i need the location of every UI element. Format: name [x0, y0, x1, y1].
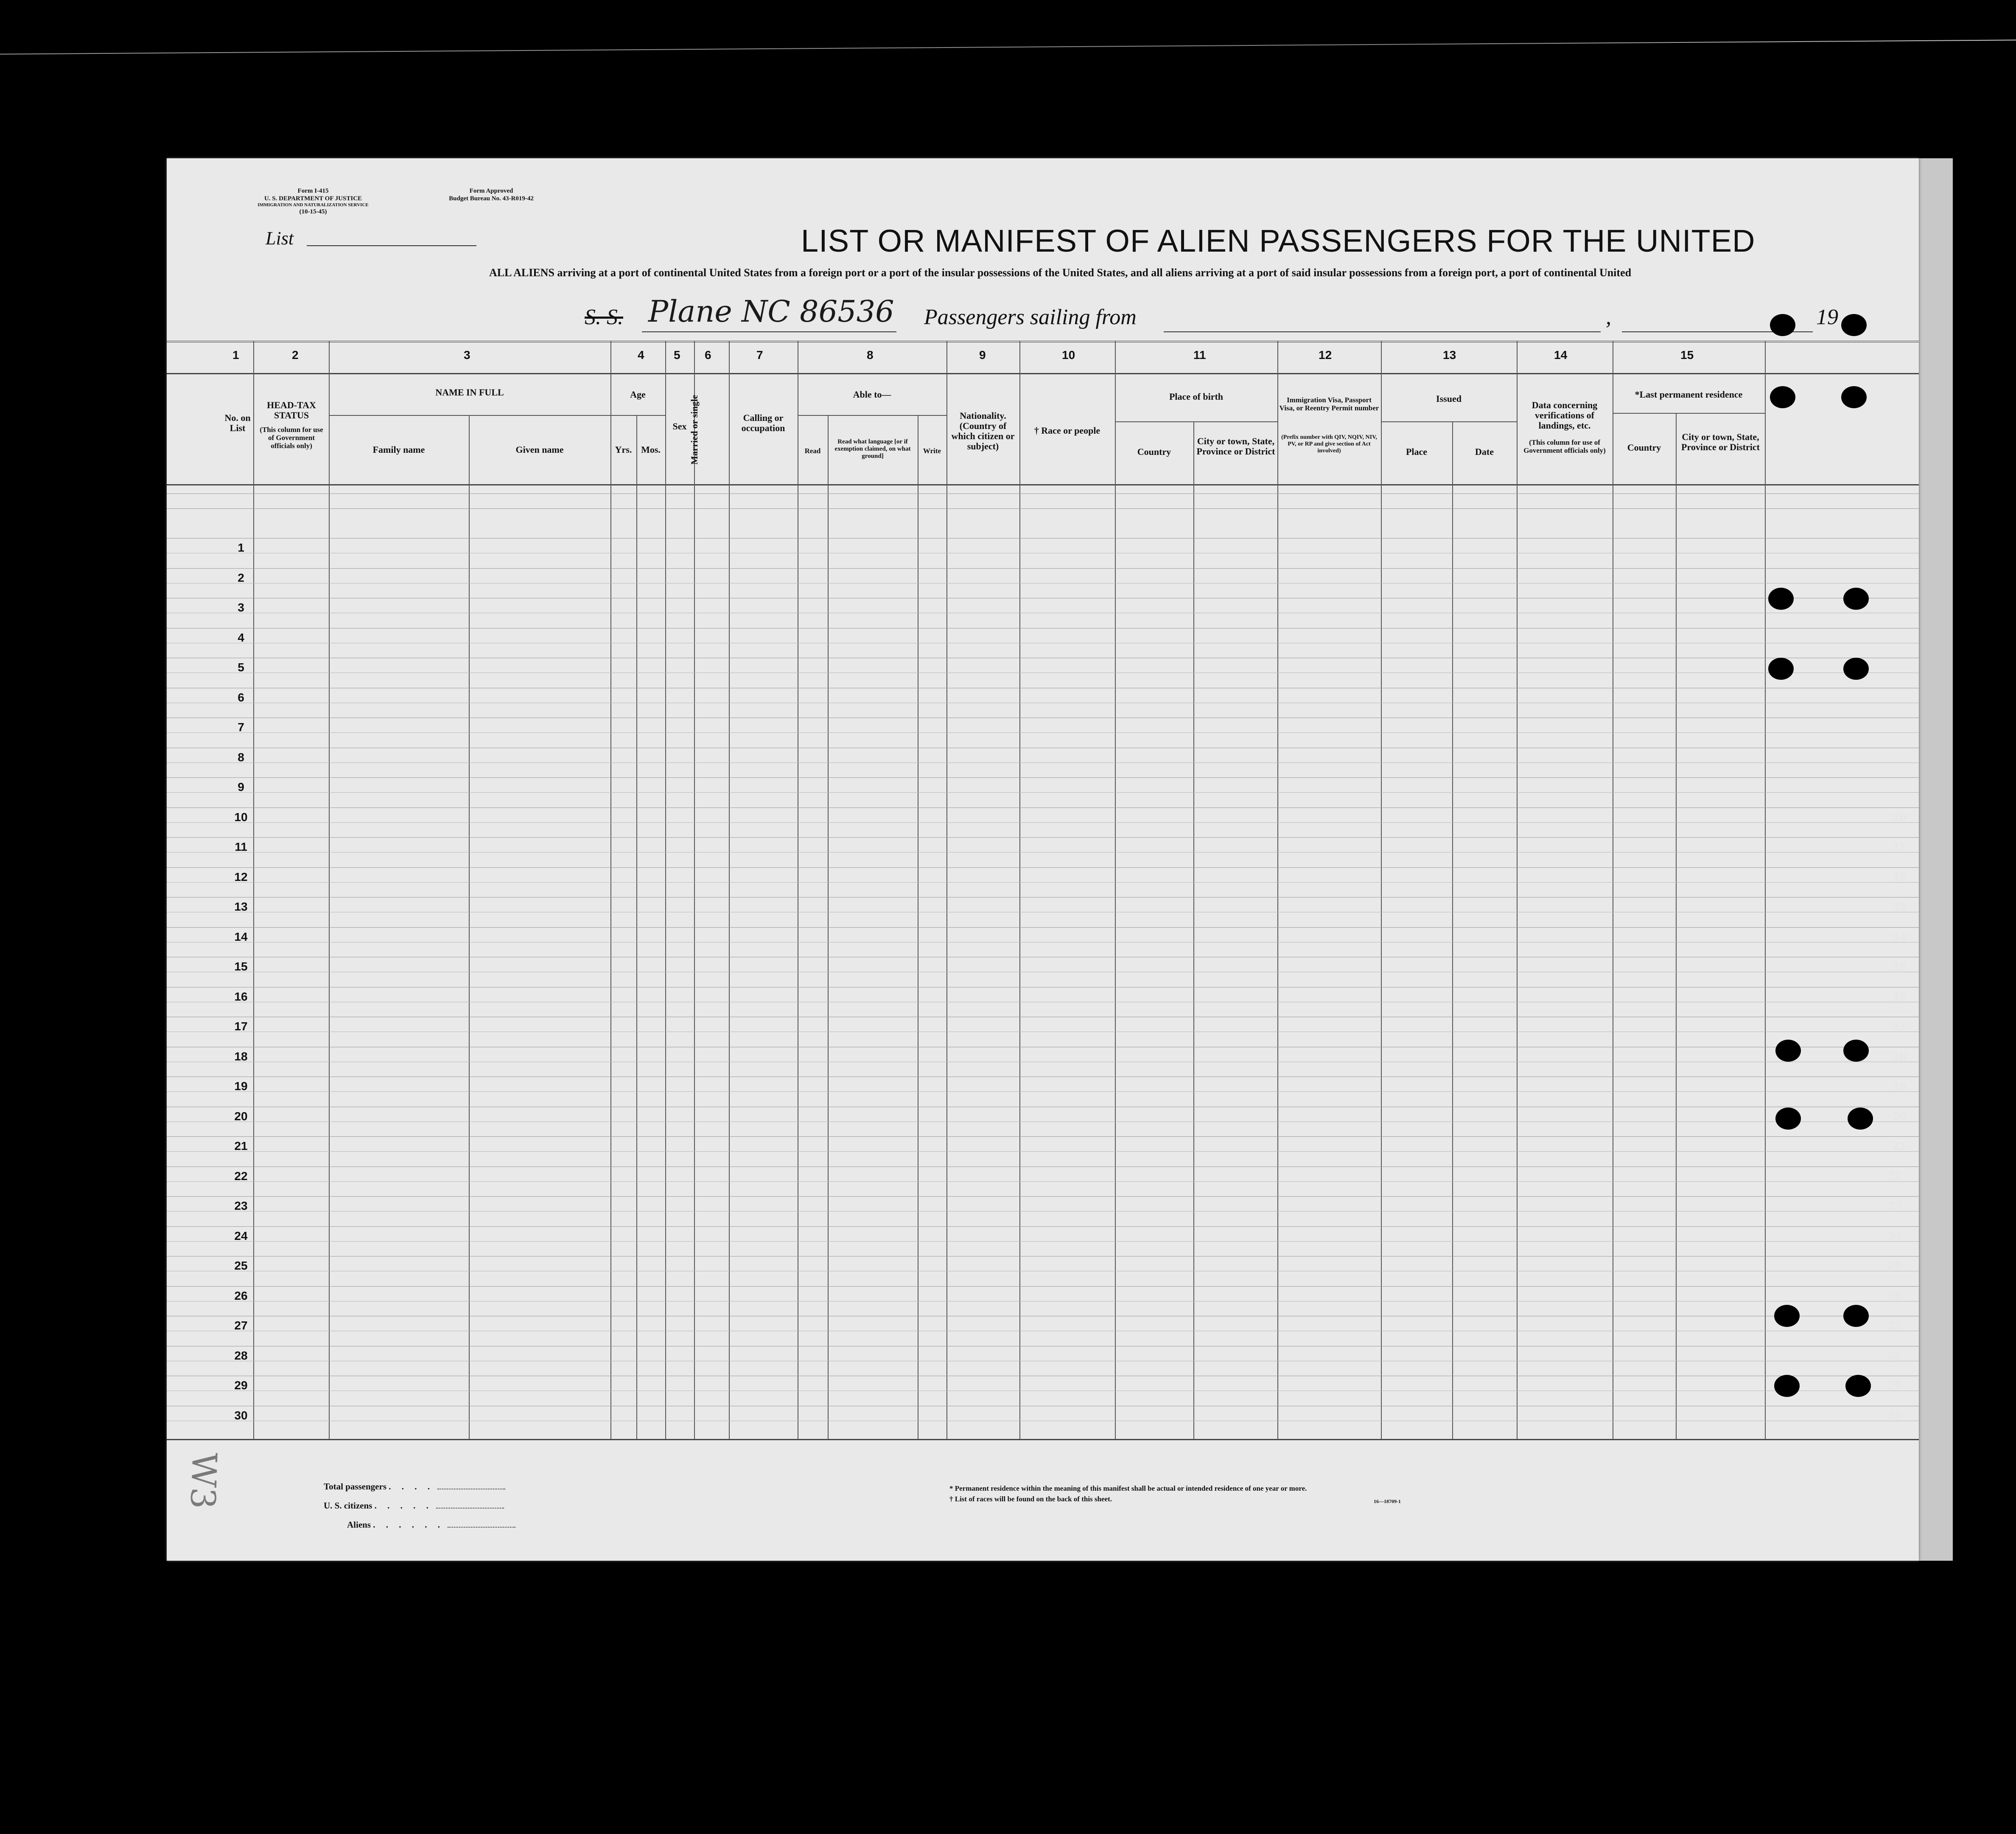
row-rule [167, 927, 1919, 928]
colnum-10: 10 [1062, 348, 1075, 362]
subheader-rule [329, 415, 610, 416]
header-res-city: City or town, State, Province or District [1681, 432, 1760, 452]
header-race: † Race or people [1034, 425, 1100, 436]
row-rule [167, 792, 1919, 793]
row-number: 3 [238, 601, 244, 614]
list-label: List [266, 228, 294, 249]
form-approval: Form Approved [469, 188, 513, 194]
header-issued-place: Place [1406, 446, 1428, 457]
print-code: 16—18709-1 [1374, 1498, 1401, 1504]
row-rule [167, 867, 1919, 868]
header-res-country: Country [1627, 442, 1661, 453]
punch-hole [1843, 658, 1869, 680]
row-rule [167, 1226, 1919, 1227]
col-divider [946, 341, 947, 1439]
form-number: Form I-415 [297, 188, 329, 194]
right-row-number: 27 [1888, 1319, 1901, 1332]
header-given-name: Given name [515, 444, 564, 455]
colnum-12: 12 [1319, 348, 1332, 362]
row-rule [167, 1091, 1919, 1092]
form-edition: (10-15-45) [299, 208, 327, 215]
header-write: Write [923, 447, 941, 455]
header-head-tax: HEAD-TAX STATUS [267, 400, 316, 421]
col-divider [253, 341, 254, 1439]
row-number: 4 [238, 631, 244, 644]
right-row-number: 23 [1888, 1199, 1901, 1212]
leader-dots: . . . . . . [373, 1520, 445, 1530]
list-number-field[interactable] [307, 245, 476, 246]
aliens-field[interactable] [448, 1527, 515, 1528]
right-row-number: 22 [1888, 1169, 1901, 1183]
subheader-rule [1381, 421, 1517, 422]
row-number: 12 [234, 870, 248, 883]
punch-hole [1848, 1108, 1873, 1130]
header-name-in-full: NAME IN FULL [435, 387, 504, 398]
row-rule [167, 508, 1919, 509]
manifest-title: LIST OR MANIFEST OF ALIEN PASSENGERS FOR THE UNITED [801, 223, 1756, 258]
us-citizens-field[interactable] [436, 1508, 504, 1509]
header-data-concerning: Data concerning verifications of landings, etc. [1532, 400, 1598, 431]
subheader-rule [1115, 421, 1277, 422]
row-number: 19 [234, 1080, 248, 1093]
punch-hole [1775, 1040, 1801, 1062]
right-row-number: 14 [1893, 930, 1907, 943]
us-citizens-row [324, 1500, 504, 1511]
col-divider [1115, 341, 1116, 1439]
header-birth-city: City or town, State, Province or District [1196, 436, 1275, 457]
punch-hole [1774, 1305, 1800, 1327]
sailing-port-field[interactable] [1164, 331, 1601, 332]
row-number: 21 [234, 1139, 248, 1153]
header-family-name: Family name [372, 444, 425, 455]
colnum-7: 7 [756, 348, 763, 362]
colnum-2: 2 [292, 348, 299, 362]
approval-block [421, 187, 561, 202]
col-divider [1019, 341, 1020, 1439]
footnote-residence: * Permanent residence within the meaning of this manifest shall be actual or intended residence of one year or more. [949, 1484, 1307, 1492]
total-passengers-row [324, 1481, 505, 1492]
row-rule [167, 837, 1919, 838]
right-row-number: 24 [1888, 1229, 1901, 1242]
footnote-races: † List of races will be found on the back of this sheet. [949, 1495, 1112, 1503]
col-divider [665, 341, 666, 1439]
header-data-note: (This column for use of Government officials only) [1523, 438, 1606, 454]
punch-hole [1774, 1375, 1800, 1397]
subheader-rule [610, 415, 665, 416]
manifest-sheet [167, 158, 1919, 1561]
colnum-1: 1 [232, 348, 239, 362]
col-divider [610, 341, 611, 1439]
table-bottom-rule [167, 1439, 1919, 1440]
row-rule [167, 568, 1919, 569]
right-row-number: 21 [1893, 1139, 1907, 1153]
row-rule [167, 732, 1919, 733]
department-name: U. S. DEPARTMENT OF JUSTICE [264, 195, 362, 202]
row-rule [167, 1241, 1919, 1242]
aliens-row [347, 1520, 515, 1530]
header-read-language: Read what language [or if exemption claimed, on what ground] [834, 438, 911, 460]
col-divider [1381, 341, 1382, 1439]
row-number: 22 [234, 1169, 248, 1183]
colnum-5: 5 [674, 348, 680, 362]
row-number: 27 [234, 1319, 248, 1332]
row-number: 17 [234, 1020, 248, 1033]
row-number: 1 [238, 541, 244, 554]
row-number: 30 [234, 1408, 248, 1422]
punch-hole [1845, 1375, 1871, 1397]
header-calling: Calling or occupation [741, 412, 785, 433]
row-rule [167, 1196, 1919, 1197]
service-name: IMMIGRATION AND NATURALIZATION SERVICE [258, 202, 369, 208]
col-divider [694, 341, 695, 1439]
row-number: 2 [238, 571, 244, 584]
row-number: 9 [238, 780, 244, 794]
punch-hole [1775, 1108, 1801, 1130]
right-row-number: 11 [1893, 840, 1906, 853]
total-passengers-label: Total passengers [324, 1481, 386, 1492]
col-divider [1765, 341, 1766, 1439]
leader-dots: . . . . . [374, 1500, 433, 1511]
row-rule [167, 822, 1919, 823]
manifest-subtitle: ALL ALIENS arriving at a port of continental United States from a foreign port or a port of the insular possessions of the United States, and all aliens arriving at a port of said insular possessions from a foreign port, a port of continental United [489, 266, 1632, 279]
col-divider [729, 341, 730, 1439]
sailing-from-label: Passengers sailing from [924, 305, 1137, 329]
vessel-name-field[interactable] [642, 331, 896, 332]
colnum-8: 8 [867, 348, 874, 362]
right-row-number: 25 [1888, 1259, 1901, 1272]
right-row-number: 30 [1888, 1408, 1901, 1422]
header-issued-date: Date [1475, 446, 1494, 457]
row-rule [167, 882, 1919, 883]
budget-number: Budget Bureau No. 43-R019-42 [449, 195, 534, 202]
row-number: 20 [234, 1109, 248, 1123]
punch-hole [1843, 1305, 1869, 1327]
row-number: 28 [234, 1349, 248, 1362]
col-divider [1517, 341, 1518, 1439]
right-row-number: 18 [1893, 1049, 1907, 1063]
scan-border-line [0, 39, 2016, 54]
row-number: 23 [234, 1199, 248, 1212]
row-number: 25 [234, 1259, 248, 1272]
header-no-on-list: No. on List [224, 412, 251, 433]
form-info-block [243, 187, 383, 216]
punch-hole [1841, 386, 1867, 408]
right-row-number: 10 [1893, 810, 1907, 824]
punch-hole [1843, 1040, 1869, 1062]
pencil-annotation: W3 [182, 1452, 224, 1510]
row-number: 15 [234, 960, 248, 973]
row-rule [167, 1136, 1919, 1137]
header-married-single: Married or single [689, 395, 700, 465]
right-row-number: 16 [1893, 990, 1907, 1003]
right-row-number: 28 [1888, 1349, 1901, 1362]
colnum-11: 11 [1193, 348, 1206, 362]
row-rule [167, 1286, 1919, 1287]
row-rule [167, 1181, 1919, 1182]
punch-hole [1770, 314, 1795, 336]
row-number: 13 [234, 900, 248, 913]
colnum-9: 9 [979, 348, 986, 362]
header-visa-note: (Prefix number with QIV, NQIV, NIV, PV, or RP and give section of Act involved) [1281, 434, 1377, 454]
row-number: 26 [234, 1289, 248, 1302]
row-number: 5 [238, 661, 244, 674]
header-read: Read [804, 447, 821, 455]
column-number-band [167, 341, 1919, 374]
right-row-number: 26 [1888, 1289, 1901, 1302]
right-row-number: 15 [1893, 960, 1907, 973]
header-bottom-rule [167, 484, 1919, 485]
right-row-number: 19 [1893, 1080, 1907, 1093]
row-rule [167, 1151, 1919, 1152]
punch-hole [1841, 314, 1867, 336]
header-sex: Sex [672, 421, 687, 432]
colnum-14: 14 [1554, 348, 1568, 362]
header-age: Age [630, 389, 646, 400]
row-number: 16 [234, 990, 248, 1003]
punch-hole [1843, 588, 1869, 610]
colnum-3: 3 [464, 348, 470, 362]
right-row-number: 17 [1893, 1020, 1907, 1033]
row-number: 24 [234, 1229, 248, 1242]
leader-dots: . . . . [389, 1481, 434, 1492]
header-birth-country: Country [1137, 446, 1171, 457]
row-number: 14 [234, 930, 248, 943]
row-rule [167, 852, 1919, 853]
colnum-4: 4 [638, 348, 644, 362]
col-divider [1676, 413, 1677, 1439]
comma-separator: , [1606, 305, 1611, 329]
header-mos: Mos. [641, 444, 661, 455]
year-prefix: 19 [1816, 305, 1838, 329]
punch-hole [1770, 386, 1795, 408]
right-row-number: 20 [1893, 1109, 1907, 1123]
row-number: 29 [234, 1379, 248, 1392]
row-number: 11 [235, 840, 247, 853]
right-row-number: 12 [1893, 870, 1907, 883]
punch-hole [1768, 658, 1794, 680]
row-number: 18 [234, 1049, 248, 1063]
header-issued: Issued [1436, 393, 1462, 404]
us-citizens-label: U. S. citizens [324, 1500, 372, 1511]
colnum-13: 13 [1443, 348, 1456, 362]
col-divider [329, 341, 330, 1439]
right-row-number: 13 [1893, 900, 1907, 913]
colnum-15: 15 [1680, 348, 1694, 362]
subheader-rule [1613, 413, 1765, 414]
header-able-to: Able to— [853, 389, 891, 400]
header-immigration-visa: Immigration Visa, Passport Visa, or Reentry Permit number [1279, 396, 1379, 412]
header-nationality: Nationality. (Country of which citizen or subject) [951, 410, 1015, 451]
colnum-6: 6 [705, 348, 711, 362]
aliens-label: Aliens [347, 1520, 371, 1530]
punch-hole [1768, 588, 1794, 610]
col-divider [1277, 341, 1278, 1439]
adjacent-page-edge [1919, 158, 1953, 1561]
vessel-prefix: S. S. [585, 305, 623, 329]
row-number: 6 [238, 690, 244, 704]
subheader-rule [798, 415, 946, 416]
row-number: 7 [238, 721, 244, 734]
row-number: 8 [238, 750, 244, 764]
header-place-of-birth: Place of birth [1169, 391, 1224, 402]
header-last-residence: *Last permanent residence [1635, 389, 1743, 400]
vessel-name-handwritten: Plane NC 86536 [648, 294, 894, 329]
header-head-tax-note: (This column for use of Government officials only) [260, 426, 323, 450]
right-row-number: 29 [1888, 1379, 1901, 1392]
row-number: 10 [234, 810, 248, 824]
row-rule [167, 777, 1919, 778]
header-yrs: Yrs. [615, 444, 632, 455]
